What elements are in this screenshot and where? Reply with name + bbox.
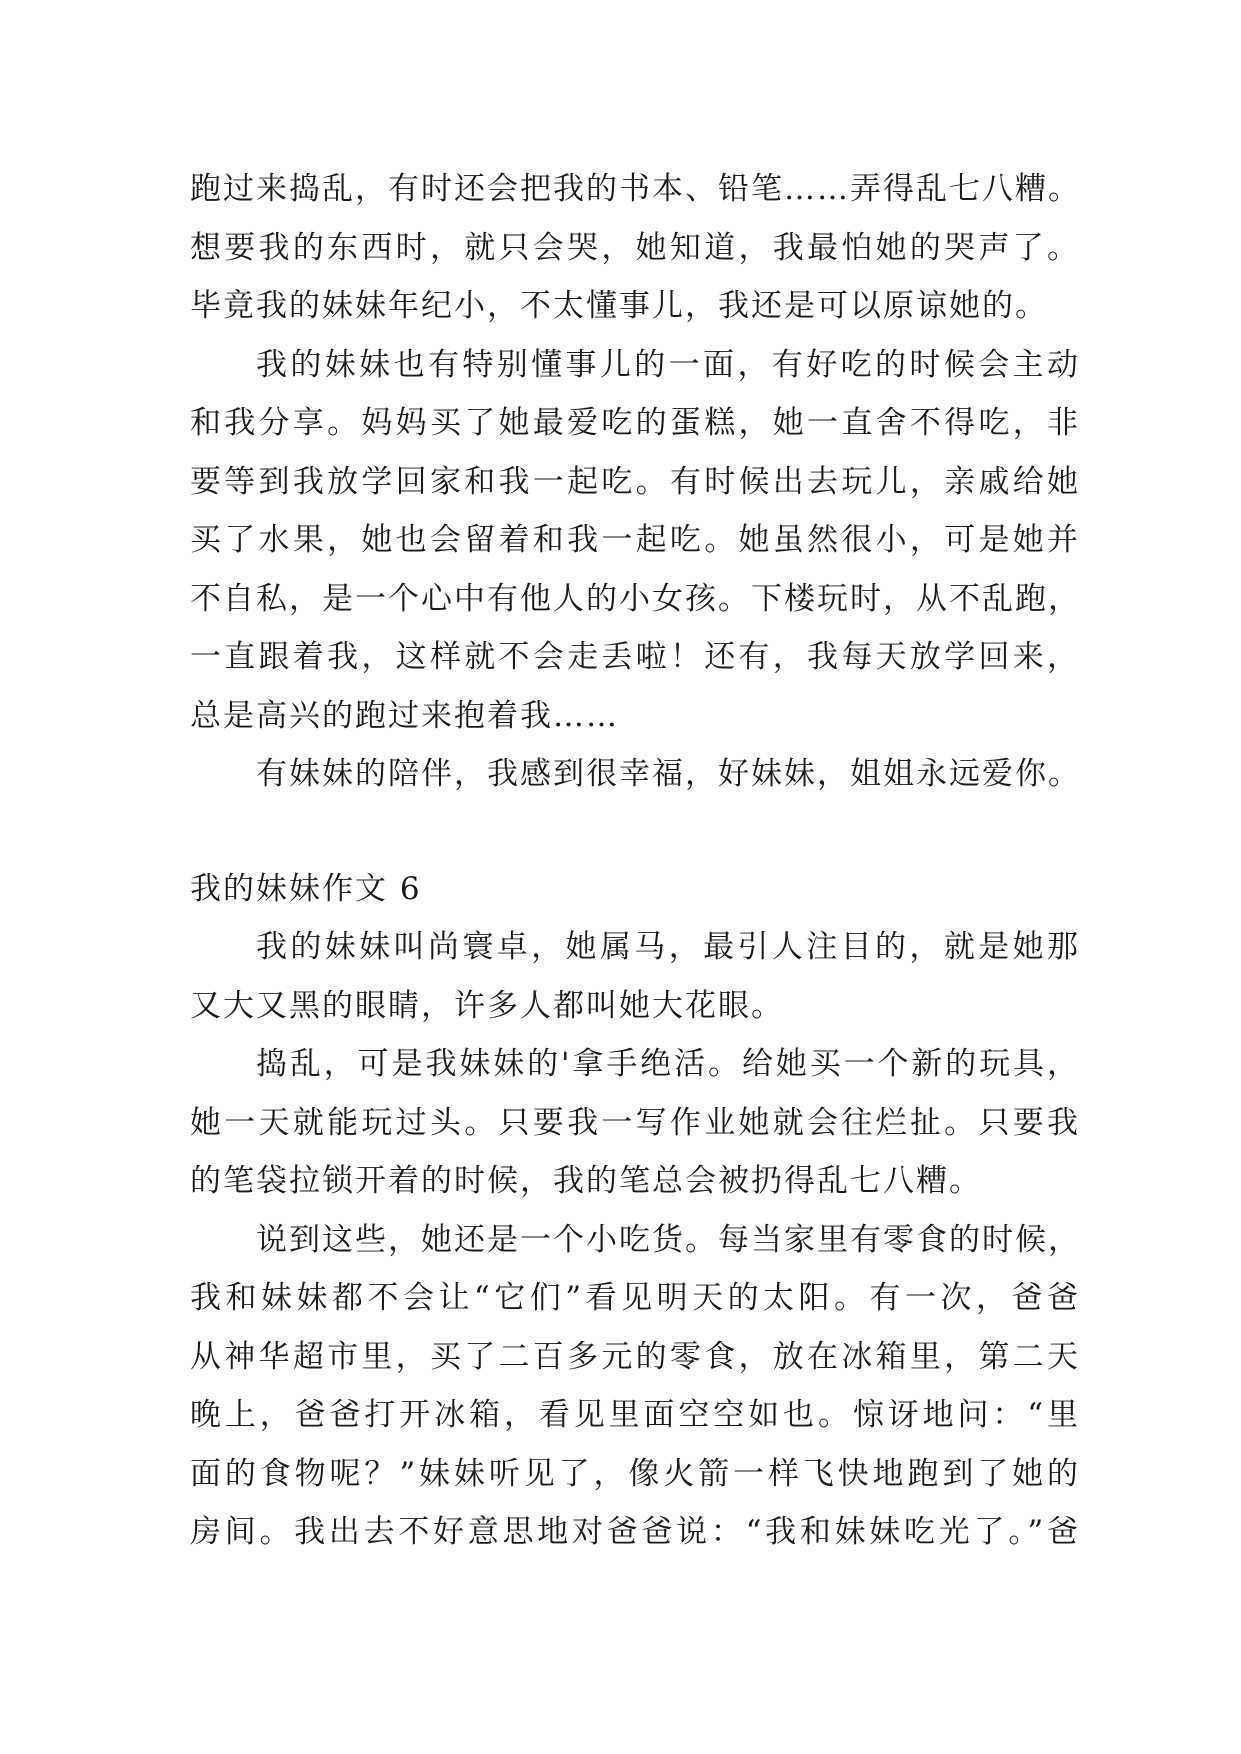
text-line: 面的食物呢？”妹妹听见了，像火箭一样飞快地跑到了她的 [190,1455,1080,1492]
paragraph-first-line: 我的妹妹叫尚寰卓，她属马，最引人注目的，就是她那 [256,929,1080,965]
paragraph-first-line: 有妹妹的陪伴，我感到很幸福，好妹妹，姐姐永远爱你。 [256,756,1081,792]
section-gap [190,804,1080,860]
essay-body [190,160,1080,1562]
text-line: 从神华超市里，买了二百多元的零食，放在冰箱里，第二天 [190,1338,1080,1375]
text-line: 又大又黑的眼睛，许多人都叫她大花眼。 [190,987,784,1024]
text-line: 要等到我放学回家和我一起吃。有时候出去玩儿，亲戚给她 [190,463,1080,500]
text-line: 晚上，爸爸打开冰箱，看见里面空空如也。惊讶地问：“里 [190,1397,1080,1433]
paragraph-first-line: 我的妹妹也有特别懂事儿的一面，有好吃的时候会主动 [256,346,1080,383]
paragraph-first-line: 说到这些，她还是一个小吃货。每当家里有零食的时候， [256,1221,1081,1258]
text-line: 房间。我出去不好意思地对爸爸说：“我和妹妹吃光了。”爸 [190,1514,1080,1550]
section-heading: 我的妹妹作文 6 [190,870,422,907]
text-line: 跑过来捣乱，有时还会把我的书本、铅笔……弄得乱七八糟。 [190,171,1081,207]
text-line: 想要我的东西时，就只会哭，她知道，我最怕她的哭声了。 [190,229,1080,266]
text-line: 的笔袋拉锁开着的时候，我的笔总会被扔得乱七八糟。 [190,1163,982,1199]
text-line: 不自私，是一个心中有他人的小女孩。下楼玩时，从不乱跑， [190,580,1081,617]
text-line: 和我分享。妈妈买了她最爱吃的蛋糕，她一直舍不得吃，非 [190,405,1080,441]
text-line: 总是高兴的跑过来抱着我…… [190,697,619,734]
text-line: 我和妹妹都不会让“它们”看见明天的太阳。有一次，爸爸 [190,1280,1080,1316]
text-line: 毕竟我的妹妹年纪小，不太懂事儿，我还是可以原谅她的。 [190,288,1048,324]
text-line: 她一天就能玩过头。只要我一写作业她就会往烂扯。只要我 [190,1104,1080,1141]
text-line: 一直跟着我，这样就不会走丢啦！还有，我每天放学回来， [190,639,1080,675]
paragraph-first-line: 捣乱，可是我妹妹的'拿手绝活。给她买一个新的玩具， [256,1046,1080,1082]
text-line: 买了水果，她也会留着和我一起吃。她虽然很小，可是她并 [190,522,1080,558]
